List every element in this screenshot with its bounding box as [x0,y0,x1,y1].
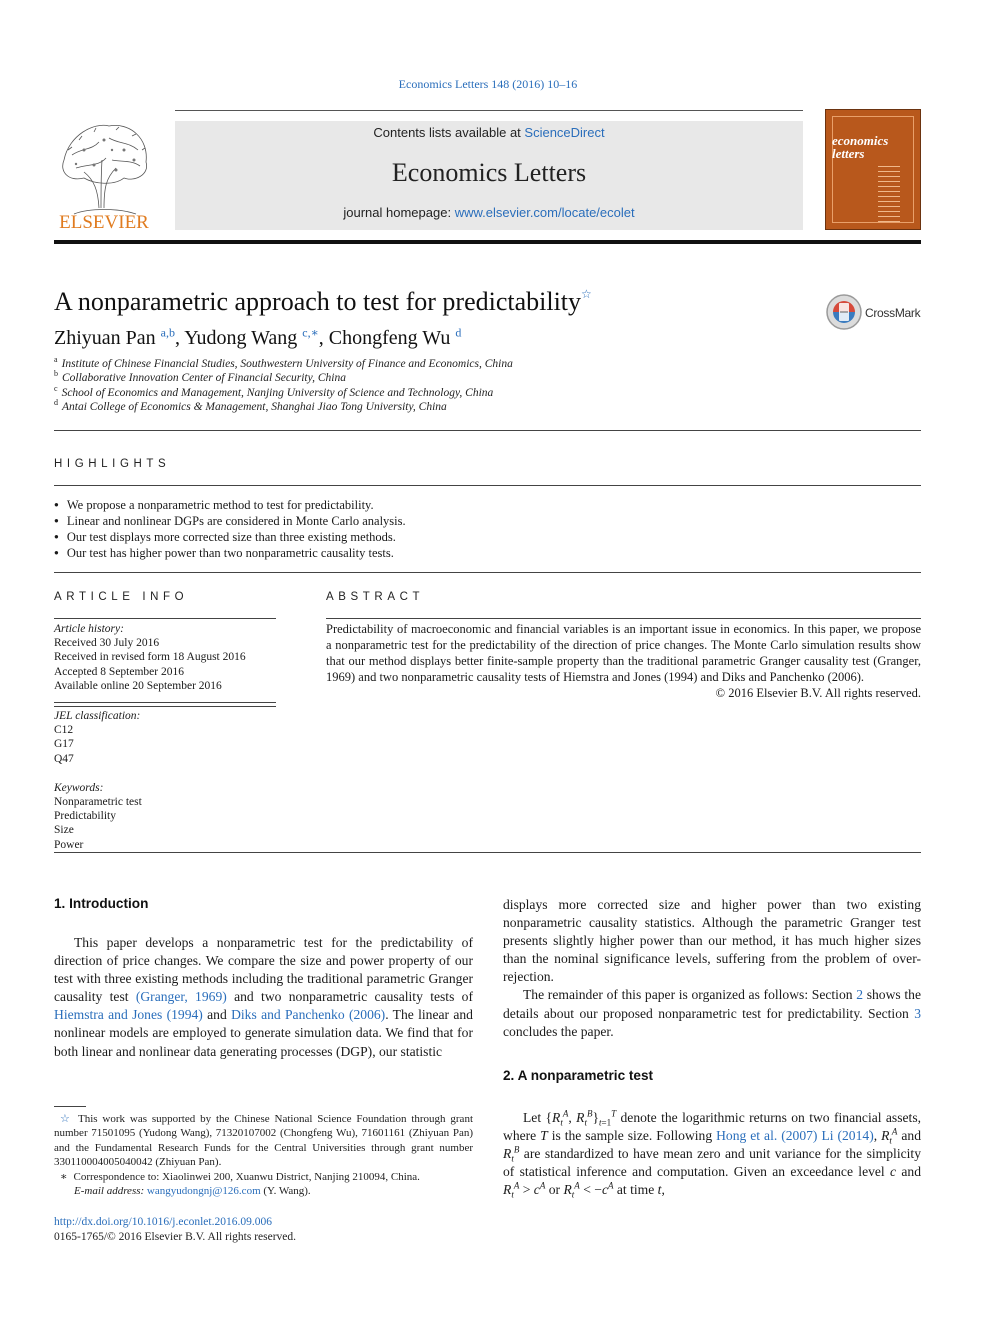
section-2-heading: 2. A nonparametric test [503,1068,654,1083]
divider [326,618,921,619]
keyword: Predictability [54,810,116,823]
header-thick-rule [54,240,921,244]
history-label: Article history: [54,623,124,635]
math-var-T: T [540,1128,548,1144]
footnote-rule [54,1106,86,1107]
section-2-paragraph: Let {$R_t^A$, $R_t^B\}_{t=1}^T$ denote the logarithmic returns on two financial assets, where T is the sample size. Following Hong et al. (2007) Li (2014), $R_t^A$ and $R_t^B$ are standardized to have mean zero and unit variance for the simplicity of statistical inference and computation. Given an exceedance level c and $R_t^A > c^A$ or $R_t^A < -c^A$ at time t, [503,1108,922,1201]
history-item: Available online 20 September 2016 [54,679,222,692]
abstract-heading: ABSTRACT [326,591,425,603]
list-item: ● Our test displays more corrected size than three existing methods. [54,529,406,545]
math-RB: $R_t^B$ [503,1144,520,1164]
affiliations [54,357,513,414]
author[interactable]: Chongfeng Wu $^d$ [328,325,462,349]
crossmark-badge[interactable] [825,293,925,331]
article-title-text: A nonparametric approach to test for predictability [54,287,582,316]
funding-footnote: ☆ This work was supported by the Chinese National Science Foundation through grant number 71501095 (Yudong Wang), 71320107002 (Chongfeng Wu), 71601161 (Zhiyuan Pan) and the Fundamental Research Funds for the Central Universities through grant number 330110004005040042 (Zhiyuan Pan). [54,1113,473,1169]
section-3-link[interactable]: 3 [914,1005,921,1021]
author-affiliation-mark[interactable]: a,b [160,325,175,340]
list-item: ● Our test has higher power than two nonparametric causality tests. [54,545,406,561]
email-link[interactable]: wangyudongnj@126.com [146,1185,261,1198]
citation-link-hong[interactable]: Hong et al. (2007) [716,1128,818,1144]
divider [54,852,921,853]
cover-title [832,134,904,160]
section-1-heading: 1. Introduction [54,896,149,911]
history-item: Accepted 8 September 2016 [54,665,184,678]
math-inequality: $R_t^A > c^A$ or $R_t^A < -c^A$ [503,1180,614,1201]
affiliation: $^c$ School of Economics and Management, Nanjing University of Science and Technology, China [54,383,494,399]
jel-code: C12 [54,724,74,737]
abstract [326,621,921,701]
right-column [503,896,921,1041]
article-title [54,287,592,317]
crossmark-icon [825,293,863,331]
divider [54,485,921,486]
keywords [54,781,276,861]
article-info-heading: ARTICLE INFO [54,591,189,603]
intro-continuation: displays more corrected size and higher power than two existing nonparametric causality statistics. Although the parametric Granger test presents slightly higher power than our method, it has much higher sizes than the nominal significance levels, suffering from the problem of over-rejection. [503,897,921,985]
affiliation: $^a$ Institute of Chinese Financial Studies, Southwestern University of Finance and Economics, China [54,355,513,370]
highlights-list [54,497,406,561]
jel-label: JEL classification: [54,710,141,723]
title-footnote-marker[interactable]: ☆ [581,287,592,301]
author[interactable]: Yudong Wang $^{c,∗}$ [184,325,319,349]
math-var-c: c [890,1164,897,1180]
contents-prefix: Contents lists available at [373,125,525,140]
keywords-label: Keywords: [54,781,104,794]
list-item: ● We propose a nonparametric method to test for predictability. [54,497,406,513]
elsevier-tree-icon [54,120,154,232]
history-item: Received in revised form 18 August 2016 [54,651,246,664]
list-item: ● Linear and nonlinear DGPs are considered in Monte Carlo analysis. [54,513,406,529]
divider [54,618,276,619]
section-2-link[interactable]: 2 [856,987,864,1003]
homepage-link[interactable]: www.elsevier.com/locate/ecolet [454,205,635,220]
jel-code: G17 [54,738,74,751]
keyword: Size [54,824,74,837]
header-rule [175,110,803,111]
citation-link-hiemstra-jones[interactable]: Hiemstra and Jones (1994) [54,1007,203,1023]
homepage-prefix: journal homepage: [343,205,455,220]
divider [54,572,921,573]
doi-block [54,1215,296,1244]
journal-citation[interactable]: Economics Letters 148 (2016) 10–16 [398,77,578,91]
highlights-heading: HIGHLIGHTS [54,458,171,470]
journal-banner [175,121,803,230]
author-affiliation-mark[interactable]: d [455,325,462,340]
intro-paragraph: This paper develops a nonparametric test for the predictability of direction of price changes. We compare the size and power property of our test with three existing methods including the traditional parametric Granger causality test (Granger, 1969) and two nonparametric causality tests of Hiemstra and Jones (1994) and Diks and Panchenko (2006). The linear and nonlinear models are employed to generate simulation data. We find that for both linear and nonlinear data generating processes (DGP), our statistic [54,935,473,1059]
math-RA: $R_t^A$ [881,1126,898,1146]
citation-link-granger[interactable]: (Granger, 1969) [135,989,227,1005]
article-info [54,622,276,867]
elsevier-wordmark: ELSEVIER [59,212,149,232]
cover-text-lines [878,166,900,226]
elsevier-logo [54,120,154,232]
history-item: Received 30 July 2016 [54,637,160,650]
divider [54,430,921,431]
keyword: Power [54,838,84,851]
jel-classification [54,709,276,775]
author-affiliation-mark[interactable]: c,∗ [302,325,319,340]
keyword: Nonparametric test [54,796,142,809]
footnotes [54,1112,473,1198]
sciencedirect-link[interactable]: ScienceDirect [524,125,605,140]
cover-title-line-1: economics [832,133,889,148]
journal-cover[interactable] [825,109,921,230]
jel-code: Q47 [54,752,74,765]
affiliation: $^d$ Antai College of Economics & Management, Shanghai Jiao Tong University, China [54,398,447,413]
issn-line: 0165-1765/© 2016 Elsevier B.V. All rights reserved. [54,1230,297,1243]
correspondence-footnote: ∗ Correspondence to: Xiaolinwei 200, Xuanwu District, Nanjing 210094, China. [60,1170,420,1183]
homepage-line [175,205,803,220]
math-returns-set: {$R_t^A$, $R_t^B\}_{t=1}^T$ [545,1108,617,1128]
article-history [54,622,276,703]
affiliation: $^b$ Collaborative Innovation Center of Financial Security, China [54,369,346,385]
divider [54,706,276,707]
organization-paragraph: The remainder of this paper is organized as follows: Section 2 shows the details about our proposed nonparametric test for predictability. Section 3 concludes the paper. [503,987,921,1039]
citation-link-li[interactable]: Li (2014) [821,1128,874,1144]
author[interactable]: Zhiyuan Pan $^{a,b}$ [54,325,175,349]
doi-link[interactable]: http://dx.doi.org/10.1016/j.econlet.2016.09.006 [54,1216,272,1228]
abstract-text: Predictability of macroeconomic and financial variables is an important issue in economics. In this paper, we propose a nonparametric test for the predictability of the direction of price changes. The Monte Carlo simulation results show that our method displays better finite-sample property than the traditional parametric Granger causality test (Granger, 1969) and two nonparametric causality tests of Hiemstra and Jones (1994) and Diks and Panchenko (2006). [326,622,921,684]
contents-line [175,125,803,140]
crossmark-label: CrossMark [865,306,921,320]
abstract-copyright: © 2016 Elsevier B.V. All rights reserved. [715,686,921,700]
cover-title-line-2: letters [832,146,865,161]
author-list: Zhiyuan Pan $^{a,b}$, Yudong Wang $^{c,∗}$, Chongfeng Wu $^d$ [54,325,462,349]
email-footnote: E-mail address: wangyudongnj@126.com (Y. Wang). [74,1185,311,1198]
journal-title: Economics Letters [391,158,587,187]
citation-link-diks-panchenko[interactable]: Diks and Panchenko (2006) [231,1007,386,1023]
